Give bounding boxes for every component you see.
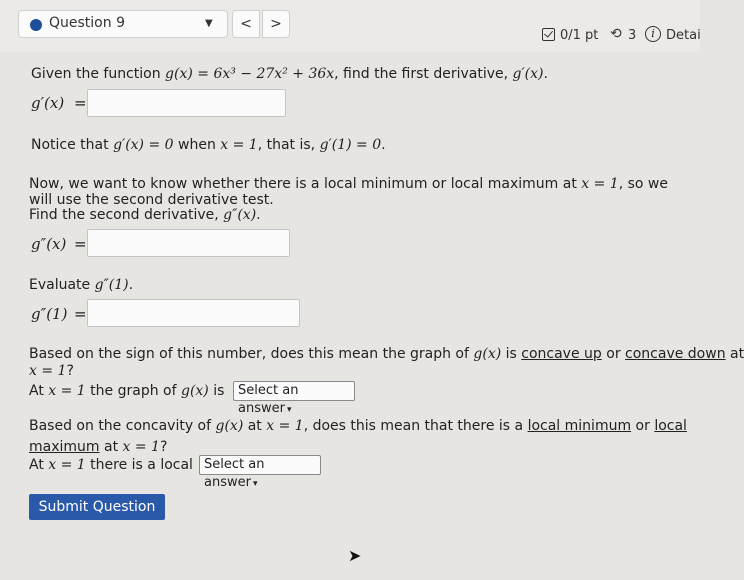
- notice-text-d: .: [381, 137, 386, 153]
- question-status-dot: [30, 19, 42, 31]
- second-derivative-intro: [29, 176, 689, 208]
- sign-text-b: is: [501, 346, 522, 362]
- at1-text-a: At: [29, 383, 49, 399]
- previous-question-button[interactable]: <: [232, 10, 260, 38]
- sign-expression-2: x = 1: [29, 363, 67, 379]
- local-maximum-term-part2: maximum: [29, 439, 100, 455]
- now-expression: x = 1: [581, 176, 619, 192]
- at1-text-b: the graph of: [85, 383, 181, 399]
- retries-count: 3: [628, 28, 637, 43]
- conc-text-e: at: [99, 439, 123, 455]
- next-question-button[interactable]: >: [262, 10, 290, 38]
- concave-up-term: concave up: [521, 346, 602, 362]
- concavity-question-line2: [29, 363, 74, 379]
- conc-expression-3: x = 1: [122, 439, 160, 455]
- question-label: Question 9: [49, 15, 125, 31]
- first-derivative-input[interactable]: [87, 89, 286, 117]
- chevron-down-icon: ▾: [252, 479, 258, 489]
- extremum-select[interactable]: [199, 455, 321, 490]
- retry-icon: ⟲: [610, 26, 622, 42]
- second-derivative-at-1-input[interactable]: [87, 299, 300, 327]
- extremum-answer-line: [29, 457, 193, 473]
- notice-expression-1: g′(x) = 0: [113, 137, 174, 153]
- notice-text: [31, 137, 386, 153]
- concavity-answer-line: [29, 383, 224, 399]
- conc-text-end: ?: [159, 439, 168, 455]
- checkbox-icon: [542, 28, 555, 41]
- header-bar: [0, 0, 700, 52]
- sign-text-c: or: [601, 346, 626, 362]
- second-derivative-symbol: g″(x): [223, 207, 257, 223]
- at2-text-a: At: [29, 457, 49, 473]
- concavity-select[interactable]: [233, 381, 355, 416]
- evaluate-text: [29, 277, 133, 293]
- second-derivative-at-1-label: g″(1): [31, 305, 68, 323]
- conc-expression-2: x = 1: [266, 418, 304, 434]
- notice-text-b: when: [173, 137, 221, 153]
- find-text: Find the second derivative,: [29, 207, 224, 223]
- second-derivative-label: g″(x): [31, 235, 67, 253]
- sign-expression: g(x): [473, 346, 502, 362]
- at2-expression: x = 1: [48, 457, 86, 473]
- at1-expression-2: g(x): [180, 383, 209, 399]
- concavity-question: [29, 346, 744, 362]
- conc-text-d: or: [631, 418, 655, 434]
- first-derivative-symbol: g′(x): [512, 66, 544, 82]
- find-second-derivative-text: [29, 207, 261, 223]
- second-derivative-input[interactable]: [87, 229, 290, 257]
- sign-text-a: Based on the sign of this number, does this mean the graph of: [29, 346, 474, 362]
- extremum-select-value: Select an answer: [204, 457, 265, 490]
- evaluate-expression: g″(1): [94, 277, 129, 293]
- notice-expression-2: x = 1: [220, 137, 258, 153]
- mouse-cursor-icon: ➤: [348, 546, 362, 565]
- intro-text-a: Given the function: [31, 66, 166, 82]
- conc-text-a: Based on the concavity of: [29, 418, 216, 434]
- notice-text-a: Notice that: [31, 137, 114, 153]
- local-maximum-term-part1: local: [654, 418, 687, 434]
- problem-statement: [31, 66, 548, 82]
- equals-sign: =: [74, 235, 87, 253]
- details-link[interactable]: Detai: [666, 28, 701, 43]
- evaluate-text-a: Evaluate: [29, 277, 95, 293]
- notice-expression-3: g′(1) = 0: [319, 137, 382, 153]
- sign-text-d: at: [725, 346, 744, 362]
- find-text-end: .: [256, 207, 261, 223]
- extremum-question: [29, 418, 687, 434]
- caret-down-icon: ▼: [205, 18, 213, 29]
- at2-text-b: there is a local: [85, 457, 193, 473]
- at1-expression: x = 1: [48, 383, 86, 399]
- conc-text-b: at: [243, 418, 267, 434]
- concave-down-term: concave down: [625, 346, 726, 362]
- chevron-down-icon: ▾: [286, 405, 292, 415]
- at1-text-c: is: [208, 383, 225, 399]
- conc-text-c: , does this mean that there is a: [303, 418, 528, 434]
- info-icon[interactable]: i: [645, 26, 661, 42]
- notice-text-c: , that is,: [257, 137, 320, 153]
- concavity-select-value: Select an answer: [238, 383, 299, 416]
- submit-question-button[interactable]: Submit Question: [29, 494, 165, 520]
- conc-expression: g(x): [215, 418, 244, 434]
- function-definition: g(x) = 6x³ − 27x² + 36x: [165, 66, 335, 82]
- equals-sign: =: [74, 305, 87, 323]
- equals-sign: =: [74, 94, 87, 112]
- evaluate-text-end: .: [128, 277, 134, 293]
- intro-text-b: , find the first derivative,: [334, 66, 513, 82]
- question-selector[interactable]: [18, 10, 228, 38]
- local-minimum-term: local minimum: [527, 418, 632, 434]
- intro-text-c: .: [543, 66, 548, 82]
- sign-text-end: ?: [66, 363, 74, 379]
- points-text: 0/1 pt: [560, 28, 599, 43]
- extremum-question-line2: [29, 439, 167, 455]
- now-text-b: , so we will use the second derivative test.: [29, 176, 668, 208]
- now-text-a: Now, we want to know whether there is a local minimum or local maximum at: [29, 176, 582, 192]
- first-derivative-label: g′(x): [31, 94, 65, 112]
